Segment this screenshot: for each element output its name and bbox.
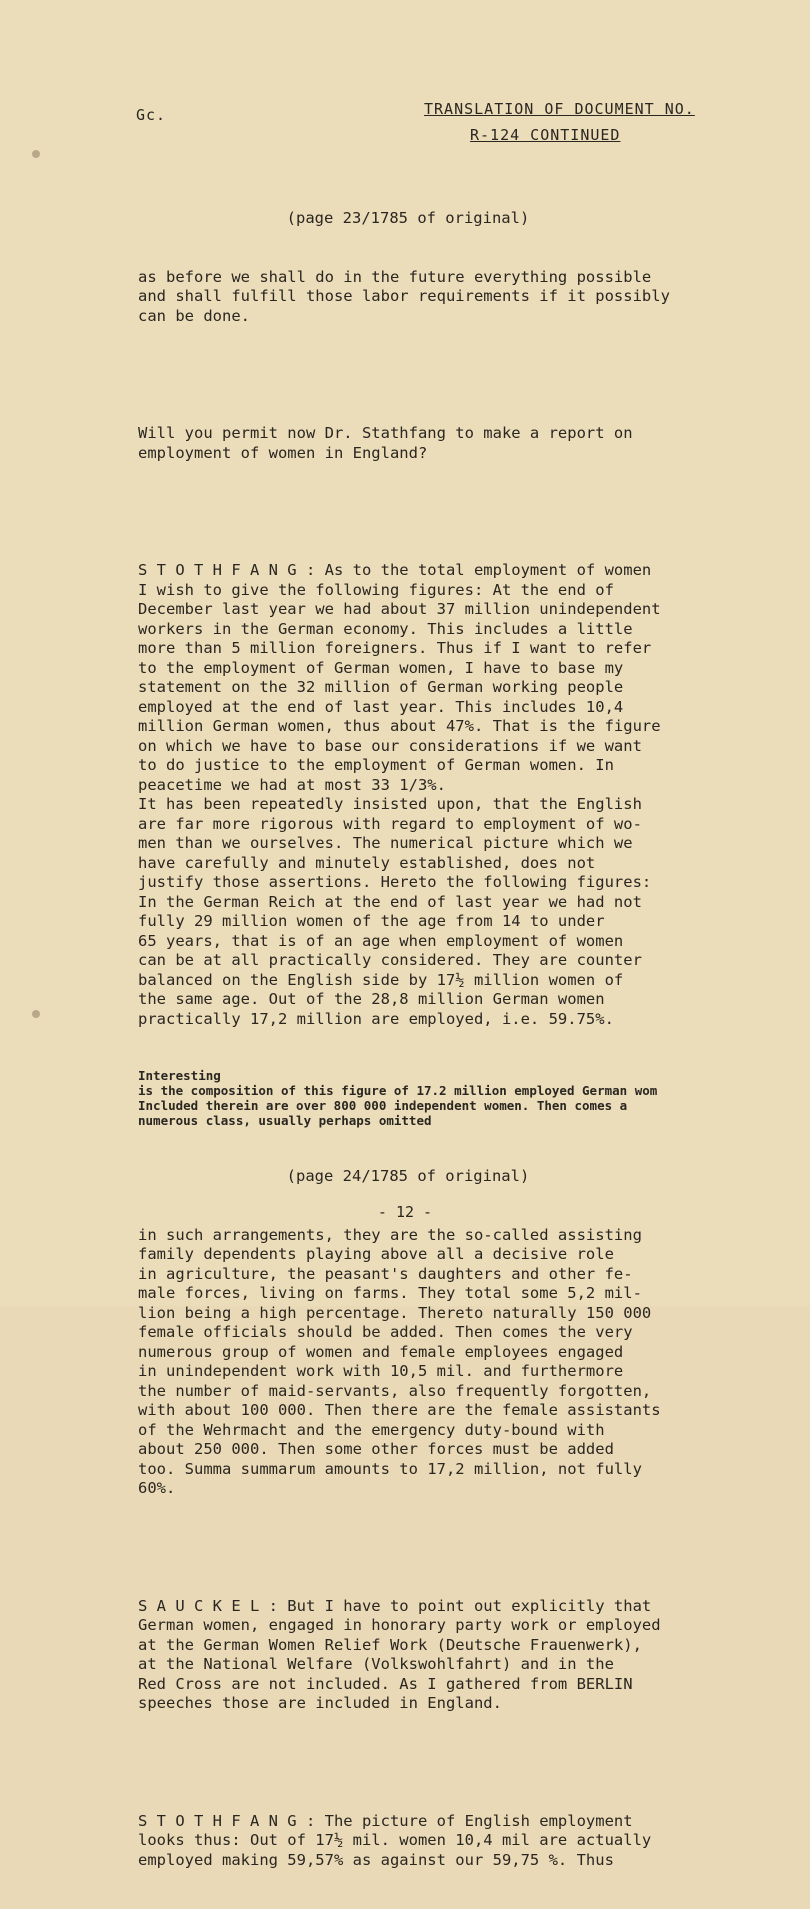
title-line-1: TRANSLATION OF DOCUMENT NO.	[424, 100, 695, 118]
paragraph: S A U C K E L : But I have to point out explicitly that German women, engaged in honorary party work or employed at the German Women Relief Work (Deutsche Frauenwerk), at the National Welfare (Volkswohlfahrt) and in the Red Cross are not included. As I gathered from BERLIN speeches those are included in England.	[138, 1596, 661, 1712]
binder-hole	[32, 1010, 40, 1018]
page-marker: (page 24/1785 of original)	[286, 1167, 530, 1185]
page-marker: (page 23/1785 of original)	[286, 209, 530, 227]
reference-initials: Gc.	[136, 106, 167, 124]
typed-insert: Interesting is the composition of this figure of 17.2 million employed German wom Included therein are over 800 000 independent women. Then comes a numerous class, usually perhaps omitted	[138, 1068, 658, 1128]
paragraph: Will you permit now Dr. Stathfang to make a report on employment of women in England?	[138, 424, 633, 462]
paragraph: S T O T H F A N G : The picture of English employment looks thus: Out of 17½ mil. women 10,4 mil are actually employed making 59,57% as against our 59,75 %. Thus	[138, 1811, 652, 1869]
paragraph: in such arrangements, they are the so-called assisting family dependents playing above all a decisive role in agriculture, the peasant's daughters and other fe- male forces, living on farms. They total some 5,2 mil- lion being a high percentage. Thereto naturally 150 000 female officials should be added. Then comes the very numerous group of women and female employees engaged in unindependent work with 10,5 mil. and furthermore the number of maid-servants, also frequently forgotten, with about 100 000. Then there are the female assistants of the Wehrmacht and the emergency duty-bound with about 250 000. Then some other forces must be added too. Summa summarum amounts to 17,2 million, not fully 60%.	[138, 1225, 661, 1497]
title-line-2: R-124 CONTINUED	[470, 126, 621, 144]
paragraph: as before we shall do in the future everything possible and shall fulfill those labor requirements if it possibly can be done.	[138, 267, 670, 325]
page-number: - 12 -	[377, 1203, 433, 1221]
document-title	[424, 96, 695, 148]
paragraph: S T O T H F A N G : As to the total employment of women I wish to give the following figures: At the end of December last year we had about 37 million unindependent workers in the German economy. This includes a little more than 5 million foreigners. Thus if I want to refer to the employment of German women, I have to base my statement on the 32 million of German working people employed at the end of last year. This includes 10,4 million German women, thus about 47%. That is the figure on which we have to base our considerations if we want to do justice to the employment of German women. In peacetime we had at most 33 1/3%. It has been repeatedly insisted upon, that the English are far more rigorous with regard to employment of wo- men than we ourselves. The numerical picture which we have carefully and minutely established, does not justify those assertions. Hereto the following figures: In the German Reich at the end of last year we had not fully 29 million women of the age from 14 to under 65 years, that is of an age when employment of women can be at all practically considered. They are counter balanced on the English side by 17½ million women of the same age. Out of the 28,8 million German women practically 17,2 million are employed, i.e. 59.75%.	[138, 561, 661, 1028]
binder-hole	[32, 150, 40, 158]
document-body	[138, 170, 718, 1909]
